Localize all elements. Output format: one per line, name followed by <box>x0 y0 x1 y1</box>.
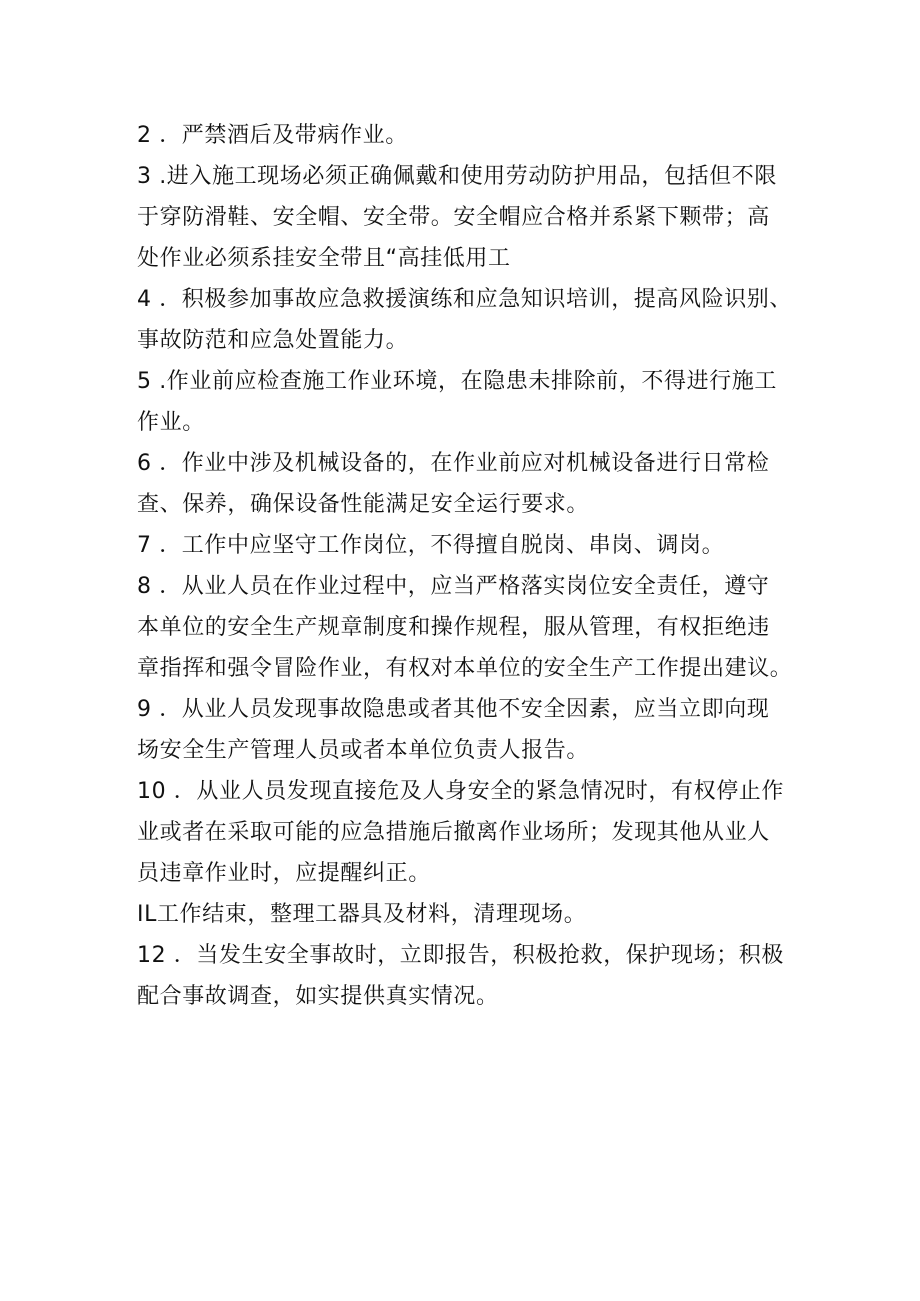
item-line: 作业。 <box>137 410 205 435</box>
item-line: 10 ．从业人员发现直接危及人身安全的紧急情况时，有权停止作 <box>137 779 784 804</box>
item-line: 9 ．从业人员发现事故隐患或者其他不安全因素，应当立即向现 <box>137 697 770 722</box>
list-item-9 <box>137 691 797 770</box>
item-line: 配合事故调查，如实提供真实情况。 <box>137 984 499 1009</box>
list-item-7 <box>137 527 797 565</box>
item-line: 8 ．从业人员在作业过程中，应当严格落实岗位安全责任，遵守 <box>137 574 770 599</box>
item-line: 场安全生产管理人员或者本单位负责人报告。 <box>137 738 590 763</box>
list-item-4 <box>137 281 797 360</box>
list-item-2 <box>137 117 797 155</box>
item-line: IL工作结束，整理工器具及材料，清理现场。 <box>137 902 587 927</box>
item-line: 章指挥和强令冒险作业，有权对本单位的安全生产工作提出建议。 <box>137 656 793 681</box>
item-line: 4 ．积极参加事故应急救援演练和应急知识培训，提高风险识别、 <box>137 287 792 312</box>
item-line: 查、保养，确保设备性能满足安全运行要求。 <box>137 492 590 517</box>
list-item-8 <box>137 568 797 688</box>
item-line: 于穿防滑鞋、安全帽、安全带。安全帽应合格并系紧下颗带；高 <box>137 205 770 230</box>
list-item-12 <box>137 937 797 1016</box>
item-line: 处作业必须系挂安全带且“高挂低用工 <box>137 246 511 271</box>
list-item-5 <box>137 363 797 442</box>
item-line: 业或者在采取可能的应急措施后撤离作业场所；发现其他从业人 <box>137 820 770 845</box>
item-line: 6 ．作业中涉及机械设备的，在作业前应对机械设备进行日常检 <box>137 451 770 476</box>
item-line: 事故防范和应急处置能力。 <box>137 328 409 353</box>
item-line: 员违章作业时，应提醒纠正。 <box>137 861 431 886</box>
regulation-list <box>137 117 797 1019</box>
list-item-6 <box>137 445 797 524</box>
item-line: 12 ．当发生安全事故时，立即报告，积极抢救，保护现场；积极 <box>137 943 784 968</box>
item-line: 7 ．工作中应坚守工作岗位，不得擅自脱岗、串岗、调岗。 <box>137 533 725 558</box>
item-line: 3 .进入施工现场必须正确佩戴和使用劳动防护用品，包括但不限 <box>137 164 777 189</box>
item-line: 2 ．严禁酒后及带病作业。 <box>137 123 408 148</box>
list-item-11 <box>137 896 797 934</box>
list-item-3 <box>137 158 797 278</box>
item-line: 5 .作业前应检查施工作业环境，在隐患未排除前，不得进行施工 <box>137 369 777 394</box>
list-item-10 <box>137 773 797 893</box>
item-line: 本单位的安全生产规章制度和操作规程，服从管理，有权拒绝违 <box>137 615 770 640</box>
